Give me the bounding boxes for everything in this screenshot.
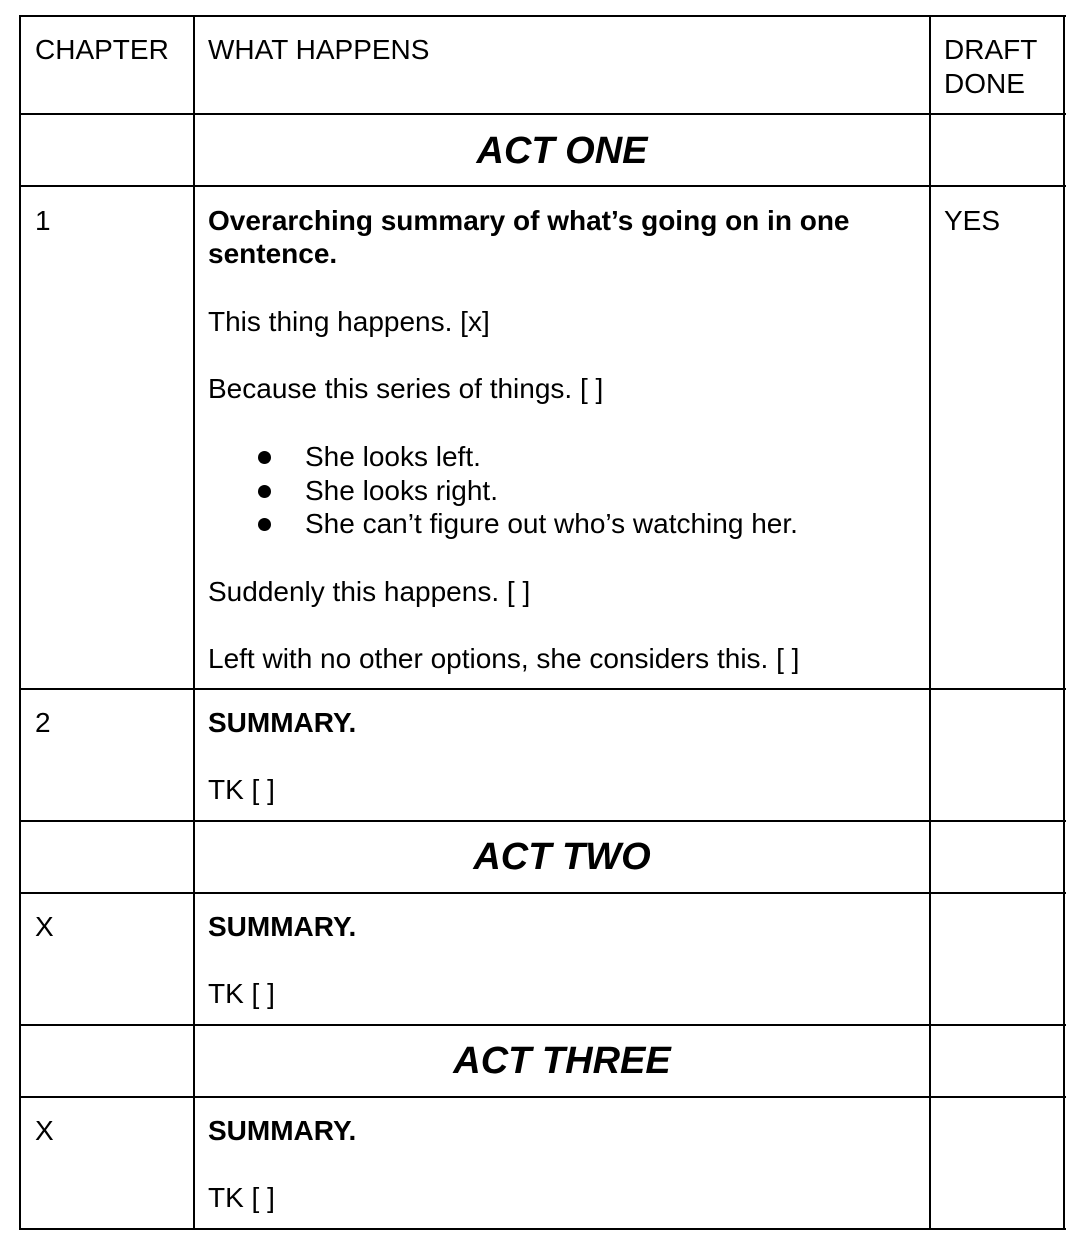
beat-text: TK [ ] <box>208 978 275 1009</box>
beat-text: Left with no other options, she considers this. [ ] <box>208 643 800 674</box>
bullet-icon <box>258 451 271 464</box>
chapter-summary: SUMMARY. <box>208 911 357 942</box>
table-border-right <box>1063 15 1065 1230</box>
row-divider <box>19 1024 1066 1026</box>
bullet-icon <box>258 485 271 498</box>
bullet-item: She looks right. <box>305 475 498 506</box>
table-border-left <box>19 15 21 1230</box>
beat-text: This thing happens. [x] <box>208 306 490 337</box>
beat-text: Suddenly this happens. [ ] <box>208 576 531 607</box>
beat-text: Because this series of things. [ ] <box>208 373 604 404</box>
table-border-bottom <box>19 1228 1066 1230</box>
table-border-top <box>19 15 1066 17</box>
chapter-number: X <box>35 911 54 942</box>
chapter-number: 1 <box>35 205 51 236</box>
chapter-summary: Overarching summary of what’s going on in one <box>208 205 850 236</box>
draft-done-status: YES <box>944 205 1001 236</box>
header-draft-done-line1: DRAFT <box>944 34 1038 65</box>
row-divider <box>19 185 1066 187</box>
act-one-heading: ACT ONE <box>476 130 648 172</box>
chapter-summary: SUMMARY. <box>208 707 357 738</box>
chapter-summary: SUMMARY. <box>208 1115 357 1146</box>
beat-text: TK [ ] <box>208 1182 275 1213</box>
chapter-summary-cont: sentence. <box>208 238 338 269</box>
row-divider <box>19 113 1066 115</box>
bullet-item: She can’t figure out who’s watching her. <box>305 508 798 539</box>
chapter-number: X <box>35 1115 54 1146</box>
act-three-heading: ACT THREE <box>453 1040 671 1082</box>
act-two-heading: ACT TWO <box>473 836 651 878</box>
row-divider <box>19 820 1066 822</box>
bullet-icon <box>258 518 271 531</box>
row-divider <box>19 1096 1066 1098</box>
bullet-item: She looks left. <box>305 441 481 472</box>
column-divider <box>929 15 931 1230</box>
row-divider <box>19 892 1066 894</box>
row-divider <box>19 688 1066 690</box>
header-chapter: CHAPTER <box>35 34 169 65</box>
chapter-number: 2 <box>35 707 51 738</box>
header-what-happens: WHAT HAPPENS <box>208 34 430 65</box>
header-draft-done-line2: DONE <box>944 68 1025 99</box>
beat-text: TK [ ] <box>208 774 275 805</box>
